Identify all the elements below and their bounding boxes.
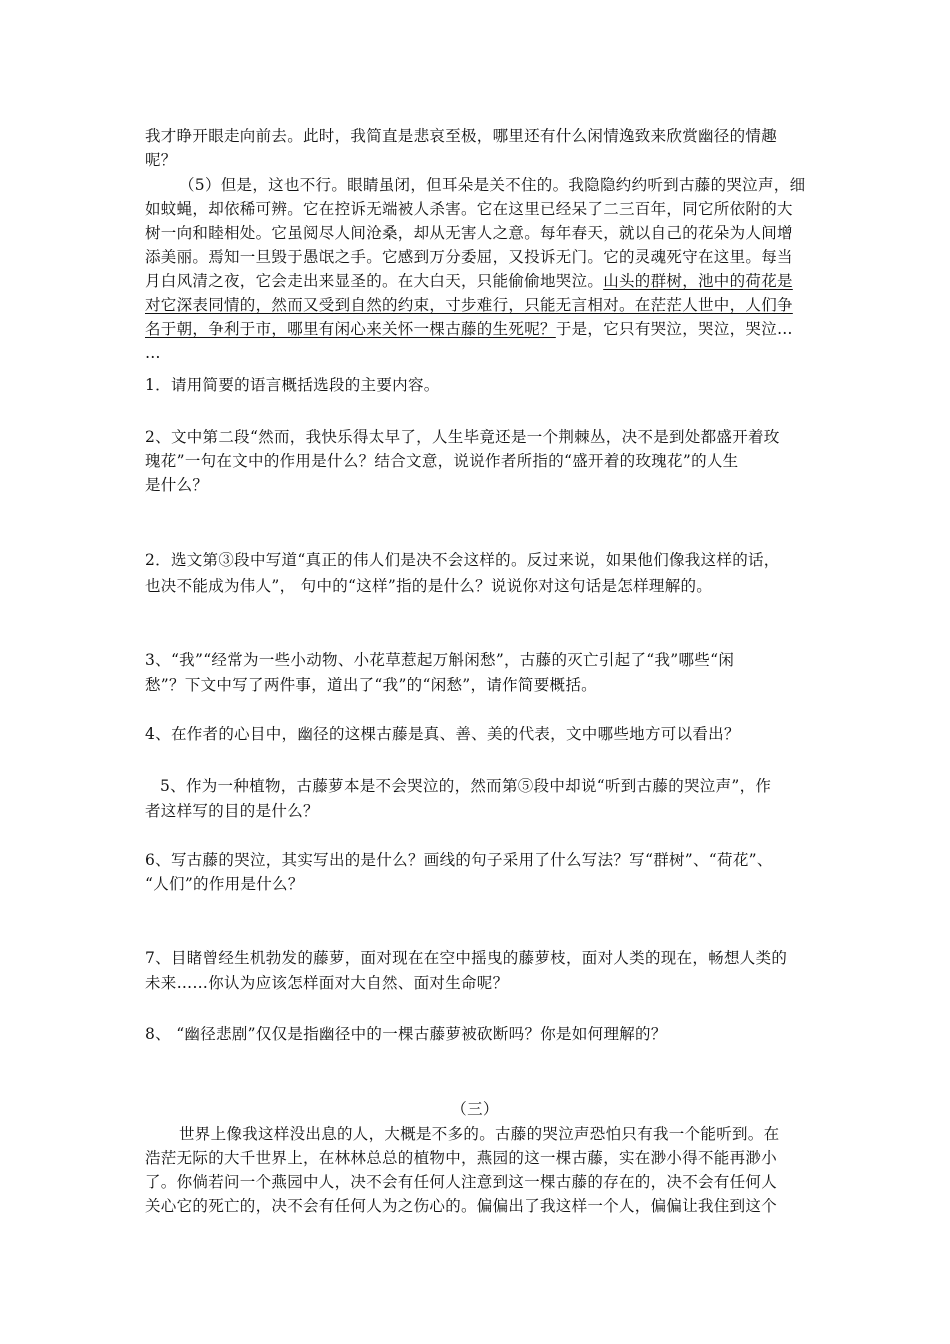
question-9: 8、 “幽径悲剧”仅仅是指幽径中的一棵古藤萝被砍断吗？你是如何理解的？ (145, 1025, 667, 1043)
question-6: 5、作为一种植物，古藤萝本是不会哭泣的，然而第⑤段中却说“听到古藤的哭泣声”，作 (160, 777, 772, 795)
section-3-line: 了。你倘若问一个燕园中人，决不会有任何人注意到这一棵古藤的存在的，决不会有任何人 (145, 1173, 778, 1191)
paragraph-5-line: 树一向和睦相处。它虽阅尽人间沧桑，却从无害人之意。每年春天，就以自己的花朵为人间增 (145, 224, 793, 242)
question-6: 者这样写的目的是什么？ (145, 802, 319, 820)
paragraph-5-line (145, 317, 793, 341)
question-7: “人们”的作用是什么？ (145, 875, 304, 893)
question-1: 1．请用简要的语言概括选段的主要内容。 (145, 376, 440, 394)
underlined-sentence: 对它深表同情的，然而又受到自然的约束，寸步难行，只能无言相对。在茫茫人世中，人们争 (145, 296, 793, 314)
question-2: 瑰花”一句在文中的作用是什么？结合文意，说说作者所指的“盛开着的玫瑰花”的人生 (145, 452, 739, 470)
paragraph-5-line: 添美丽。焉知一旦毁于愚氓之手。它感到万分委屈，又投诉无门。它的灵魂死守在这里。每当 (145, 248, 793, 266)
plain-text: 于是，它只有哭泣，哭泣，哭泣… (555, 320, 793, 338)
passage-line: 呢？ (145, 151, 177, 169)
question-5: 4、在作者的心目中，幽径的这棵古藤是真、善、美的代表，文中哪些地方可以看出？ (145, 725, 740, 743)
question-7: 6、写古藤的哭泣，其实写出的是什么？画线的句子采用了什么写法？写“群树”、“荷花”、 (145, 851, 773, 869)
question-8: 未来……你认为应该怎样面对大自然、面对生命呢？ (145, 974, 509, 992)
paragraph-5-line (145, 269, 793, 293)
section-heading: （三） (451, 1100, 499, 1118)
paragraph-5-line: 如蚊蝇，却依稀可辨。它在控诉无端被人杀害。它在这里已经呆了二三百年，同它所依附的大 (145, 200, 793, 218)
question-2: 2、文中第二段“然而，我快乐得太早了，人生毕竟还是一个荆棘丛，决不是到处都盛开着玫 (145, 428, 780, 446)
question-4: 愁”？下文中写了两件事，道出了“我”的“闲愁”，请作简要概括。 (145, 676, 597, 694)
passage-line: 我才睁开眼走向前去。此时，我简直是悲哀至极，哪里还有什么闲情逸致来欣赏幽径的情趣 (145, 127, 778, 145)
plain-text: 月白风清之夜，它会走出来显圣的。在大白天，只能偷偷地哭泣。 (145, 272, 604, 290)
question-3: 也决不能成为伟人”， 句中的“这样”指的是什么？说说你对这句话是怎样理解的。 (145, 577, 713, 595)
section-3-line: 关心它的死亡的，决不会有任何人为之伤心的。偏偏出了我这样一个人，偏偏让我住到这个 (145, 1197, 778, 1215)
question-2: 是什么？ (145, 476, 209, 494)
underlined-sentence: 山头的群树，池中的荷花是 (603, 272, 793, 290)
paragraph-5-line: （5）但是，这也不行。眼睛虽闭，但耳朵是关不住的。我隐隐约约听到古藤的哭泣声，细 (179, 176, 806, 194)
paragraph-5-line: … (145, 344, 161, 362)
question-3: 2．选文第③段中写道“真正的伟人们是决不会这样的。反过来说，如果他们像我这样的话， (145, 551, 780, 569)
underlined-sentence: 名于朝，争利于市，哪里有闲心来关怀一棵古藤的生死呢？ (145, 320, 556, 338)
question-8: 7、目睹曾经生机勃发的藤萝，面对现在在空中摇曳的藤萝枝，面对人类的现在，畅想人类的 (145, 949, 788, 967)
question-4: 3、“我”“经常为一些小动物、小花草惹起万斛闲愁”，古藤的灭亡引起了“我”哪些“闲 (145, 651, 735, 669)
section-3-line: 浩茫无际的大千世界上，在林林总总的植物中，燕园的这一棵古藤，实在渺小得不能再渺小 (145, 1149, 778, 1167)
section-3-line: 世界上像我这样没出息的人，大概是不多的。古藤的哭泣声恐怕只有我一个能听到。在 (179, 1125, 780, 1143)
